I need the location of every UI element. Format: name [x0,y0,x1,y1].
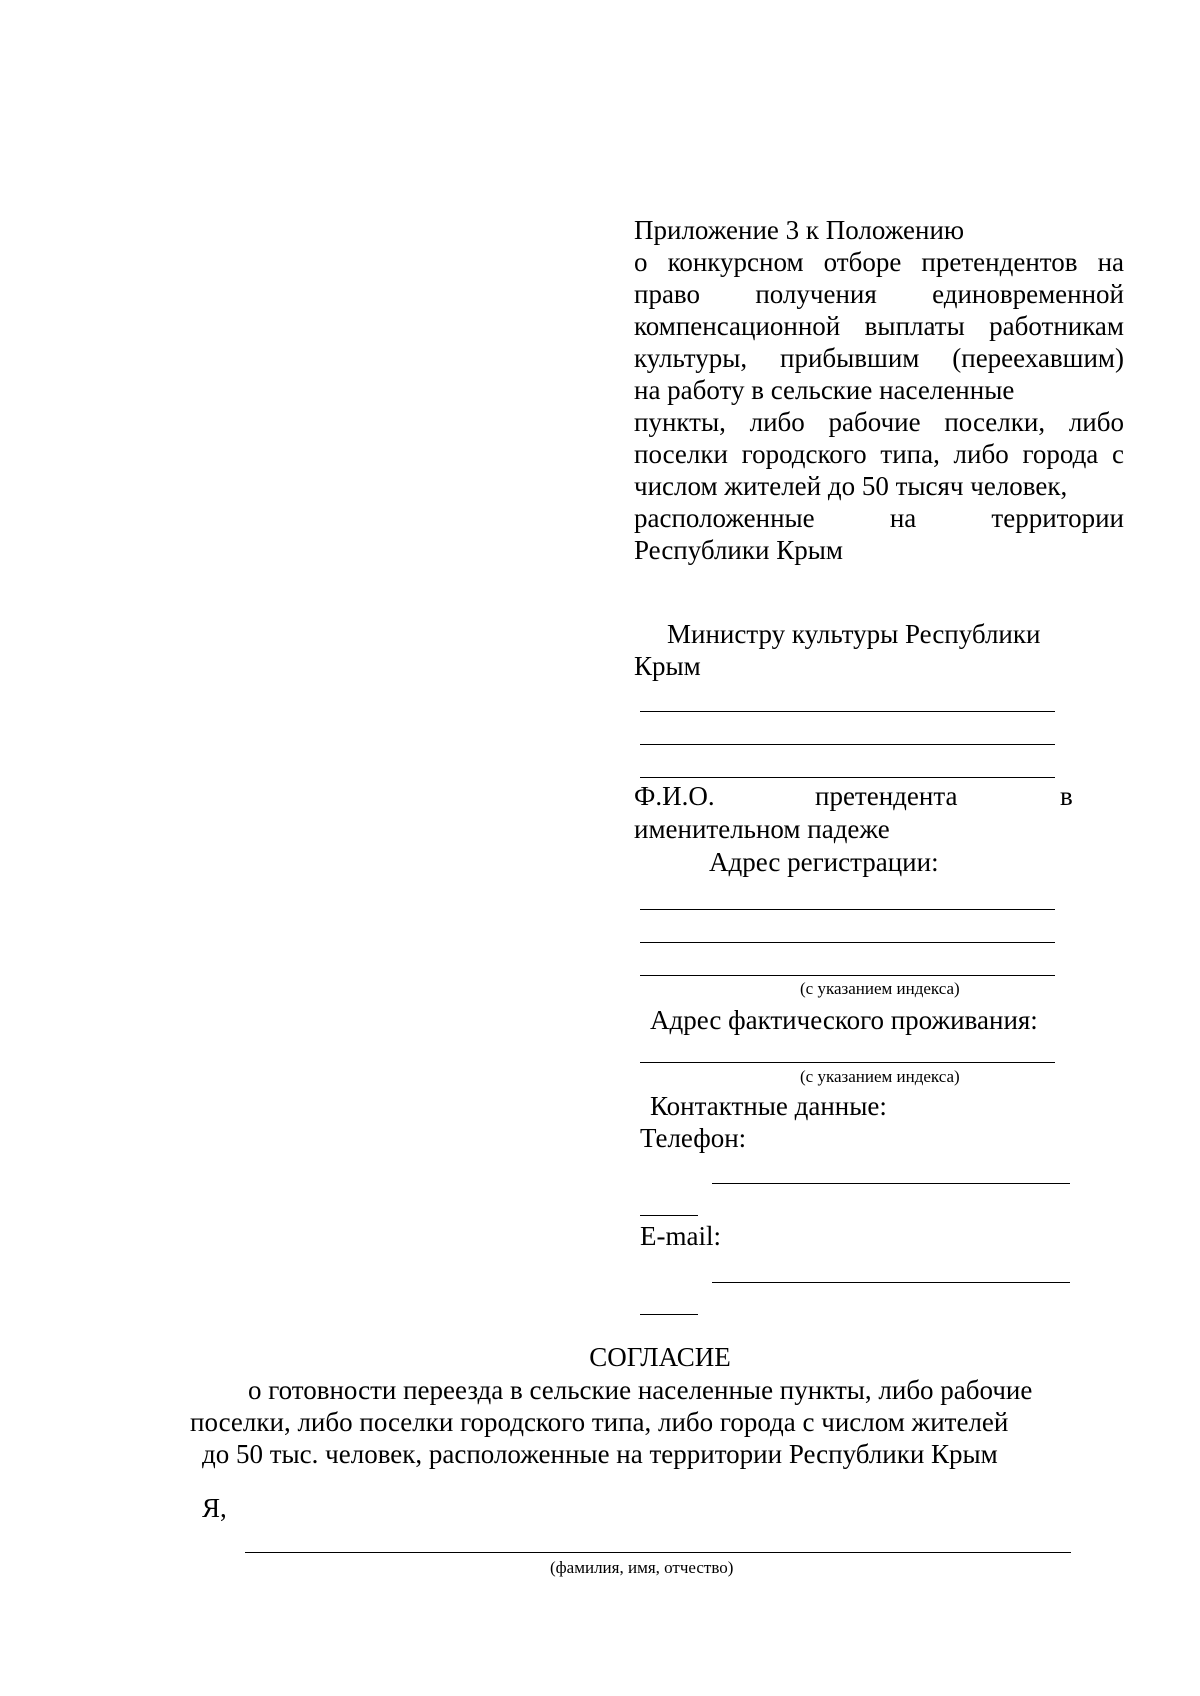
appendix-line: расположенные на территории [634,503,1124,533]
appendix-line: о конкурсном отборе претендентов на [634,247,1124,277]
fio-blank-line[interactable] [640,744,1055,745]
index-note: (с указанием индекса) [800,979,960,998]
email-label: E-mail: [640,1221,721,1251]
phone-line-tail[interactable] [640,1215,698,1216]
consent-subtitle-line: до 50 тыс. человек, расположенные на территории Республики Крым [202,1439,998,1469]
addressee-line-1: Министру культуры Республики [667,619,1041,649]
appendix-header [634,214,1124,566]
fio-caption-word: в [1060,781,1073,811]
email-line[interactable] [712,1282,1070,1283]
addressee-line-2: Крым [634,651,701,681]
index-note: (с указанием индекса) [800,1067,960,1086]
appendix-line: пункты, либо рабочие поселки, либо [634,407,1124,437]
fio-blank-line[interactable] [640,777,1055,778]
appendix-line: поселки городского типа, либо города с [634,439,1124,469]
consent-subtitle-line: о готовности переезда в сельские населенные пункты, либо рабочие [248,1375,1033,1405]
i-label: Я, [202,1493,227,1523]
full-name-note: (фамилия, имя, отчество) [550,1558,734,1577]
appendix-line: компенсационной выплаты работникам [634,311,1124,341]
appendix-line: Приложение 3 к Положению [634,215,965,245]
full-name-line[interactable] [245,1552,1071,1553]
consent-subtitle-line: поселки, либо поселки городского типа, либо города с числом жителей [190,1407,1009,1437]
actual-address-line[interactable] [640,1062,1055,1063]
appendix-line: на работу в сельские населенные [634,375,1015,405]
consent-title: СОГЛАСИЕ [589,1342,731,1372]
registration-address-line[interactable] [640,909,1055,910]
phone-line[interactable] [712,1183,1070,1184]
appendix-line: культуры, прибывшим (переехавшим) [634,343,1124,373]
fio-caption-line-2: именительном падеже [634,814,890,844]
fio-caption-word: претендента [815,781,958,811]
appendix-line: числом жителей до 50 тысяч человек, [634,471,1068,501]
registration-address-line[interactable] [640,975,1055,976]
fio-blank-line[interactable] [640,711,1055,712]
phone-label: Телефон: [640,1123,747,1153]
actual-address-label: Адрес фактического проживания: [650,1005,1038,1035]
registration-address-label: Адрес регистрации: [709,847,939,877]
contacts-label: Контактные данные: [650,1091,887,1121]
email-line-tail[interactable] [640,1314,698,1315]
appendix-line: Республики Крым [634,535,843,565]
registration-address-line[interactable] [640,942,1055,943]
fio-caption-word: Ф.И.О. [634,781,715,811]
appendix-line: право получения единовременной [634,279,1124,309]
